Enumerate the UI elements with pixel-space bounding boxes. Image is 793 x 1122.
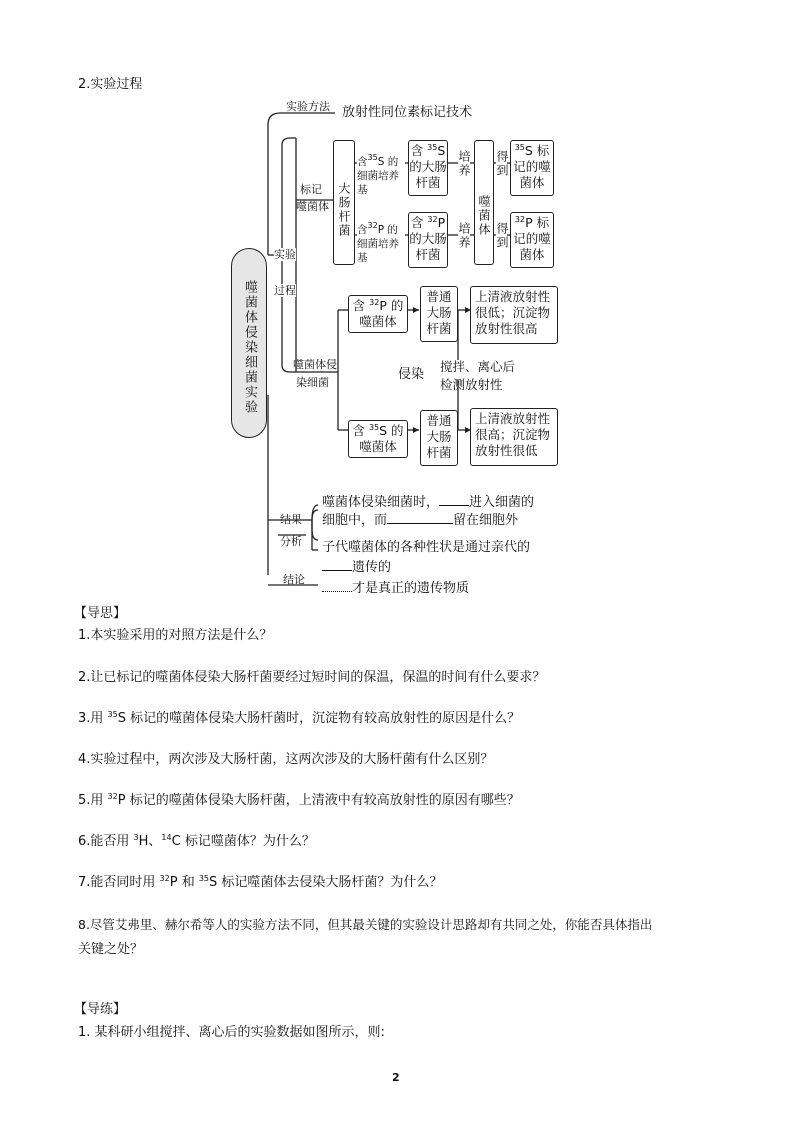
analysis-line-2: 细胞中，而 留在细胞外 bbox=[322, 513, 519, 528]
infect-p-box: 含 $^{32}$P 的噬菌体 bbox=[348, 295, 408, 333]
question-7: 7.能否同时用 $^{32}$P 和 $^{35}$S 标记噬菌体去侵染大肠杆菌？为什么？ bbox=[78, 874, 443, 890]
conclusion-label: 结论 bbox=[283, 573, 305, 586]
practice-1: 1. 某科研小组搅拌、离心后的实验数据如图所示，则: bbox=[78, 1025, 385, 1040]
obtain-label-2: 得到 bbox=[495, 222, 509, 250]
culture-label-1: 培养 bbox=[457, 150, 471, 178]
analysis-line-3: 子代噬菌体的各种性状是通过亲代的 bbox=[322, 540, 531, 555]
question-1: 1.本实验采用的对照方法是什么？ bbox=[78, 628, 273, 643]
obtain-label-1: 得到 bbox=[495, 150, 509, 178]
method-text: 放射性同位素标记技术 bbox=[342, 105, 473, 120]
mark-label: 标记 bbox=[300, 183, 322, 196]
question-2: 2.让已标记的噬菌体侵染大肠杆菌要经过短时间的保温，保温的时间有什么要求？ bbox=[78, 670, 546, 685]
medium-s-label: 含$^{35}$S 的细菌培养基 bbox=[357, 153, 399, 196]
question-6: 6.能否用 $^3$H、$^{14}$C 标记噬菌体？为什么？ bbox=[78, 833, 315, 849]
section-title: 2.实验过程 bbox=[78, 77, 143, 92]
root-node: 噬菌体侵染细菌实验 bbox=[231, 248, 267, 438]
result-label: 结果 bbox=[280, 513, 302, 526]
stir-text-2: 检测放射性 bbox=[440, 377, 503, 392]
infect-label: 噬菌体侵 bbox=[293, 358, 337, 371]
question-8-cont: 关键之处？ bbox=[78, 942, 144, 957]
analysis-line-4: 遗传的 bbox=[322, 559, 391, 575]
question-8: 8.尽管艾弗里、赫尔希等人的实验方法不同，但其最关键的实验设计思路却有共同之处，你能否具体指出 bbox=[78, 917, 653, 932]
phage-vertical-box: 噬菌体 bbox=[474, 140, 494, 265]
phage-p-box: $^{32}$P 标记的噬菌体 bbox=[510, 212, 554, 268]
infect-label-2: 染细菌 bbox=[296, 376, 329, 389]
page-number: 2 bbox=[392, 1071, 400, 1084]
ecoli-vertical-box: 大肠杆菌 bbox=[333, 140, 355, 265]
result-s-box: 上清液放射性很高；沉淀物放射性很低 bbox=[470, 408, 558, 466]
question-3: 3.用 $^{35}$S 标记的噬菌体侵染大肠杆菌时，沉淀物有较高放射性的原因是什么？ bbox=[78, 710, 521, 726]
phage-s-box: $^{35}$S 标记的噬菌体 bbox=[510, 140, 554, 196]
guide-think-title: 【导思】 bbox=[74, 606, 127, 621]
process-label-1: 实验 bbox=[274, 248, 296, 261]
result-p-box: 上清液放射性很低；沉淀物放射性很高 bbox=[470, 286, 558, 344]
conclusion-text: 才是真正的遗传物质 bbox=[322, 580, 469, 596]
question-4: 4.实验过程中，两次涉及大肠杆菌，这两次涉及的大肠杆菌有什么区别？ bbox=[78, 752, 494, 767]
normal-ecoli-box-2: 普通大肠杆菌 bbox=[420, 410, 458, 466]
infect-s-box: 含 $^{35}$S 的噬菌体 bbox=[348, 420, 408, 458]
medium-p-label: 含$^{32}$P 的细菌培养基 bbox=[357, 221, 399, 264]
analysis-line-1: 噬菌体侵染细菌时， 进入细菌的 bbox=[322, 495, 535, 510]
analysis-label: 分析 bbox=[280, 535, 302, 548]
question-5: 5.用 $^{32}$P 标记的噬菌体侵染大肠杆菌，上清液中有较高放射性的原因有哪些？ bbox=[78, 792, 520, 808]
infect-word: 侵染 bbox=[398, 367, 425, 382]
guide-practice-title: 【导练】 bbox=[74, 1002, 127, 1017]
method-label: 实验方法 bbox=[286, 100, 330, 113]
ecoli-p-box: 含 $^{32}$P 的大肠杆菌 bbox=[408, 212, 448, 268]
process-label-2: 过程 bbox=[274, 284, 296, 297]
mark-label-2: 噬菌体 bbox=[296, 200, 329, 213]
normal-ecoli-box-1: 普通大肠杆菌 bbox=[420, 286, 458, 342]
stir-text-1: 搅拌、离心后 bbox=[440, 359, 516, 374]
culture-label-2: 培养 bbox=[457, 222, 471, 250]
ecoli-s-box: 含 $^{35}$S 的大肠杆菌 bbox=[408, 140, 448, 196]
